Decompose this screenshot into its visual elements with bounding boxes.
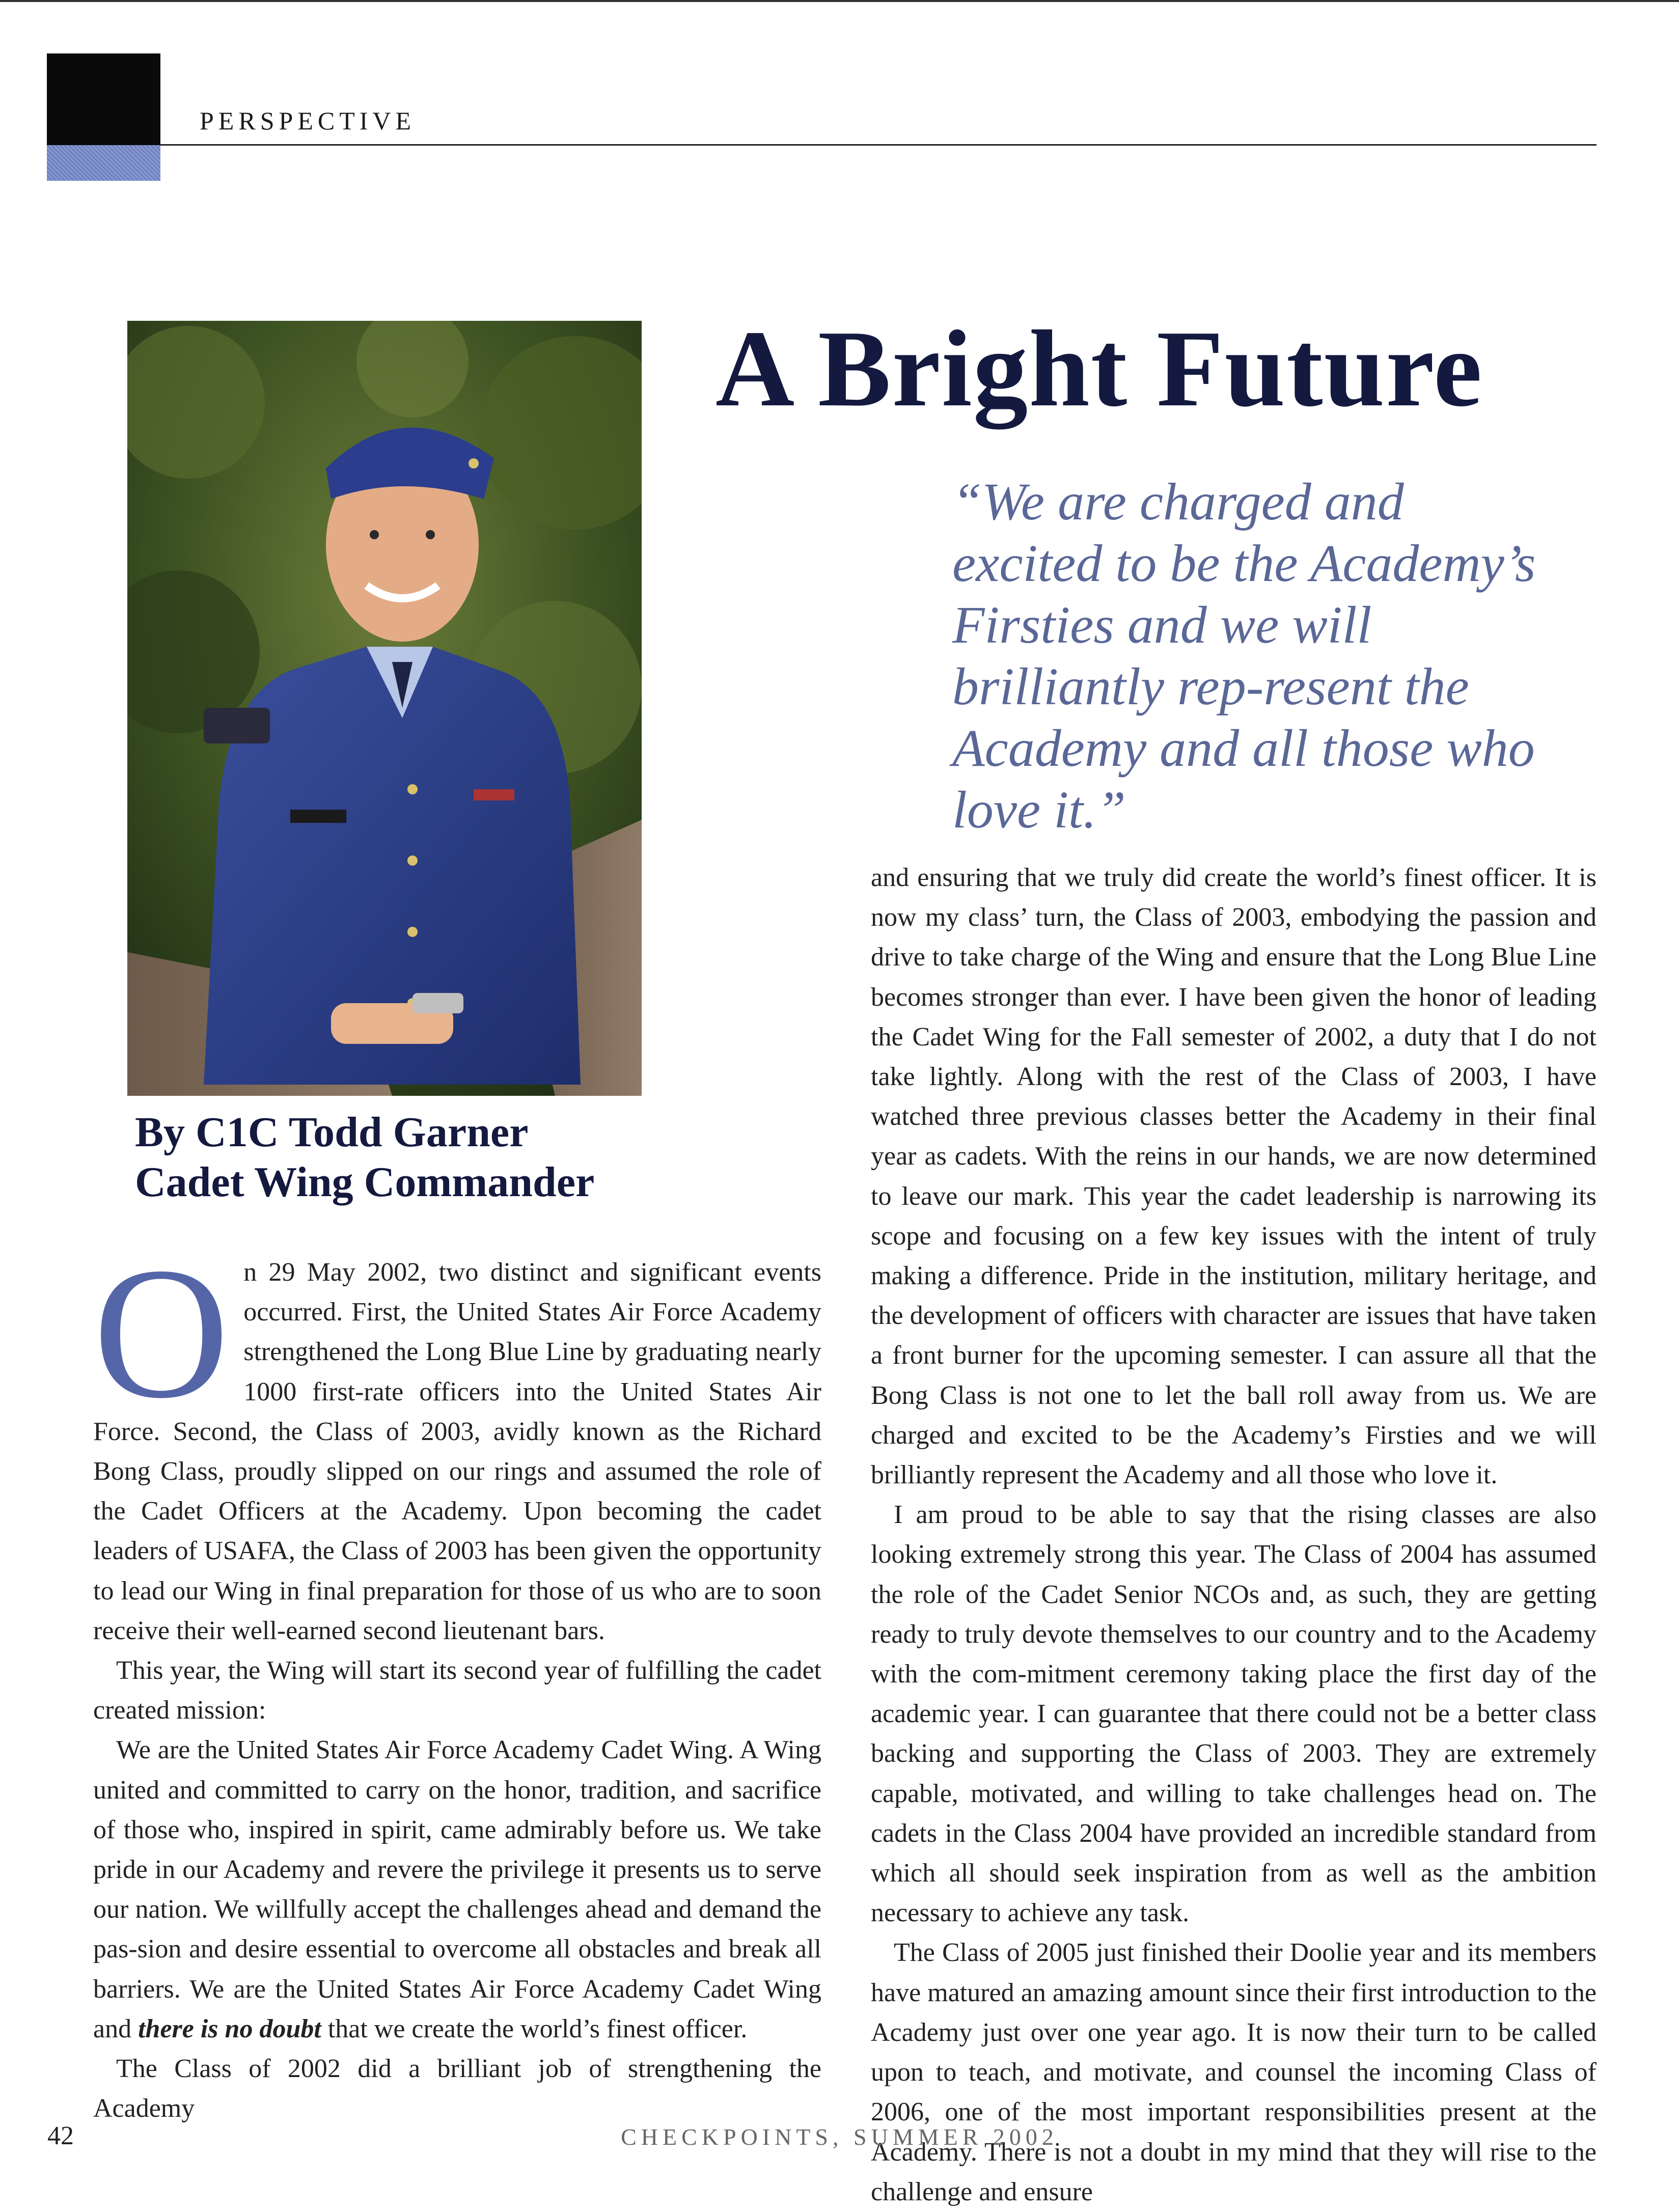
byline-title: Cadet Wing Commander — [135, 1158, 595, 1206]
paragraph: I am proud to be able to say that the rising classes are also looking extremely strong this year. The Class of 2004 has assumed the role of the Cadet Senior NCOs and, as such, they are getting ready to truly devote themselves to our country and to the Academy with the com-mitment ceremony taking place the first day of the academic year. I can guarantee that there could not be a better class backing and supporting the Class of 2003. They are extremely capable, motivated, and willing to take challenges head on. The cadets in the Class 2004 have provided an incredible standard from which all should seek inspiration from as well as the ambition necessary to achieve any task. — [871, 1500, 1597, 1928]
section-marker-block — [47, 53, 160, 145]
section-label: PERSPECTIVE — [200, 106, 416, 135]
section-marker-accent — [47, 145, 160, 181]
body-column-left — [93, 1229, 821, 2128]
paragraph: This year, the Wing will start its second year of fulfilling the cadet created mission: — [93, 1656, 821, 1725]
paragraph — [93, 1229, 821, 1651]
mission-emphasis: there is no doubt — [138, 2014, 321, 2043]
top-rule — [0, 0, 1679, 2]
byline — [135, 1108, 594, 1207]
pull-quote: “We are charged and excited to be the Academy’s Firsties and we will brilliantly rep-resent the Academy and all those who love it.” — [952, 473, 1536, 839]
drop-cap: O — [93, 1229, 230, 1437]
paragraph: and ensuring that we truly did create the world’s finest officer. It is now my class’ turn, the Class of 2003, embodying the passion and drive to take charge of the Wing and ensure that the Long Blue Line becomes stronger than ever. I have been given the honor of leading the Cadet Wing for the Fall semester of 2002, a duty that I do not take lightly. Along with the rest of the Class of 2003, I have watched three previous classes better the Academy in their final year as cadets. With the reins in our hands, we are now determined to leave our mark. This year the cadet leadership is narrowing its scope and focusing on a few key issues with the intent of truly making a difference. Pride in the institution, military heritage, and the development of officers with character are issues that have taken a front burner for the upcoming semester. I can assure all that the Bong Class is not one to let the ball roll away from us. We are charged and excited to be the Academy’s Firsties and we will brilliantly represent the Academy and all those who love it. — [871, 863, 1597, 1490]
paragraph: The Class of 2002 did a brilliant job of strengthening the Academy — [93, 2054, 821, 2123]
mission-statement — [93, 1730, 821, 2049]
body-column-right — [871, 858, 1597, 2212]
mission-text: We are the United States Air Force Academy Cadet Wing. A Wing united and committed to carry on the honor, tradition, and sacrifice of those who, inspired in spirit, came admirably before us. We take pride in our Academy and revere the privilege it presents us to serve our nation. We willfully accept the challenges ahead and demand the pas-sion and desire essential to overcome all obstacles and break all barriers. We are the United States Air Force Academy Cadet Wing and — [93, 1735, 821, 2043]
byline-author: By C1C Todd Garner — [135, 1109, 529, 1156]
author-photo — [127, 321, 642, 1096]
page-number: 42 — [47, 2121, 74, 2150]
paragraph-text: n 29 May 2002, two distinct and significant events occurred. First, the United States Air Force Academy strengthened the Long Blue Line by graduating nearly 1000 first-rate officers into the United States Air Force. Second, the Class of 2003, avidly known as the Richard Bong Class, proudly slipped on our rings and assumed the role of the Cadet Officers at the Academy. Upon becoming the cadet leaders of USAFA, the Class of 2003 has been given the opportunity to lead our Wing in final preparation for those of us who are to soon receive their well-earned second lieutenant bars. — [93, 1258, 821, 1645]
article-title: A Bright Future — [715, 308, 1483, 429]
mission-text-end: that we create the world’s finest officer. — [321, 2014, 748, 2043]
header-rule — [160, 144, 1597, 146]
publication-footer: CHECKPOINTS, SUMMER 2002 — [621, 2124, 1058, 2150]
paragraph: The Class of 2005 just finished their Doolie year and its members have matured an amazing amount since their first introduction to the Academy just over one year ago. It is now their turn to be called upon to teach, and motivate, and counsel the incoming Class of 2006, one of the most important responsibilities present at the Academy. There is not a doubt in my mind that they will rise to the challenge and ensure — [871, 1938, 1597, 2206]
